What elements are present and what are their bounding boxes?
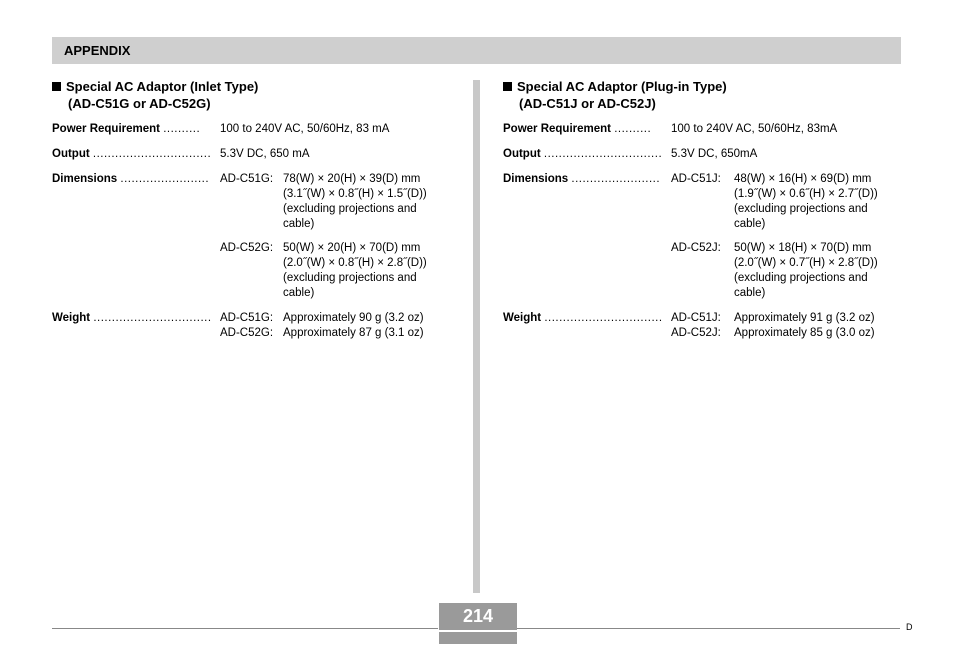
dimension-item: AD-C51J: 48(W) × 16(H) × 69(D) mm (1.9˝(W) × 0.6˝(H) × 2.7˝(D)) (excluding projections and cable) [671, 173, 878, 230]
left-title-line1: Special AC Adaptor (Inlet Type) [66, 79, 259, 94]
output-label: Output [52, 148, 90, 160]
corner-mark: D [906, 622, 913, 632]
page-number: 214 [462, 606, 494, 626]
header-bar [52, 37, 901, 64]
left-title-line2: (AD-C51G or AD-C52G) [68, 96, 211, 111]
page-number-box [439, 603, 517, 644]
square-bullet-icon [52, 82, 61, 91]
weight-label: Weight [503, 312, 542, 324]
column-divider [473, 80, 480, 593]
weight-item: AD-C51G: Approximately 90 g (3.2 oz) [220, 312, 424, 324]
power-label: Power Requirement [52, 123, 160, 135]
header-title: APPENDIX [64, 43, 131, 58]
left-power-spec: Power Requirement .......... 100 to 240V AC, 50/60Hz, 83 mA [52, 122, 452, 137]
output-value: 5.3V DC, 650 mA [220, 148, 310, 160]
left-column [52, 78, 452, 351]
weight-item: AD-C51J: Approximately 91 g (3.2 oz) [671, 312, 875, 324]
power-label: Power Requirement [503, 123, 611, 135]
weight-item: AD-C52G: Approximately 87 g (3.1 oz) [220, 327, 424, 339]
right-weight-spec: Weight ................................ AD-C51J: Approximately 91 g (3.2 oz) AD-C52J: Approximately 85 g (3.0 oz) [503, 311, 903, 341]
power-value: 100 to 240V AC, 50/60Hz, 83 mA [220, 123, 390, 135]
output-value: 5.3V DC, 650mA [671, 148, 758, 160]
power-value: 100 to 240V AC, 50/60Hz, 83mA [671, 123, 838, 135]
right-title-line2: (AD-C51J or AD-C52J) [519, 96, 656, 111]
dimension-item: AD-C51G: 78(W) × 20(H) × 39(D) mm (3.1˝(W) × 0.8˝(H) × 1.5˝(D)) (excluding projections and cable) [220, 173, 427, 230]
left-output-spec: Output ................................ 5.3V DC, 650 mA [52, 147, 452, 162]
dimension-item: AD-C52J: 50(W) × 18(H) × 70(D) mm (2.0˝(W) × 0.7˝(H) × 2.8˝(D)) (excluding projections and cable) [671, 242, 878, 299]
square-bullet-icon [503, 82, 512, 91]
left-section-title [52, 78, 452, 112]
dimension-item: AD-C52G: 50(W) × 20(H) × 70(D) mm (2.0˝(W) × 0.8˝(H) × 2.8˝(D)) (excluding projections and cable) [220, 242, 427, 299]
dimensions-label: Dimensions [52, 173, 118, 185]
footer-rule-right [517, 628, 900, 629]
right-dimensions-spec: Dimensions ........................ AD-C51J: 48(W) × 16(H) × 69(D) mm (1.9˝(W) × 0.6˝(H) × 2.7˝(D)) (excluding projections and cable) AD-C52J: 50(W) × 18(H) × 70(D) mm (2.0˝(W) × 0.7˝(H) × 2.8˝(D)) (excluding projections and cable) [503, 172, 903, 301]
right-title-line1: Special AC Adaptor (Plug-in Type) [517, 79, 727, 94]
right-power-spec: Power Requirement .......... 100 to 240V AC, 50/60Hz, 83mA [503, 122, 903, 137]
left-weight-spec: Weight ................................ AD-C51G: Approximately 90 g (3.2 oz) AD-C52G: Approximately 87 g (3.1 oz) [52, 311, 452, 341]
right-section-title [503, 78, 903, 112]
weight-label: Weight [52, 312, 91, 324]
footer-rule-left [52, 628, 438, 629]
output-label: Output [503, 148, 541, 160]
right-column [503, 78, 903, 351]
right-output-spec: Output ................................ 5.3V DC, 650mA [503, 147, 903, 162]
left-dimensions-spec: Dimensions ........................ AD-C51G: 78(W) × 20(H) × 39(D) mm (3.1˝(W) × 0.8˝(H) × 1.5˝(D)) (excluding projections and cable) AD-C52G: 50(W) × 20(H) × 70(D) mm (2.0˝(W) × 0.8˝(H) × 2.8˝(D)) (excluding projections and cable) [52, 172, 452, 301]
dimensions-label: Dimensions [503, 173, 569, 185]
weight-item: AD-C52J: Approximately 85 g (3.0 oz) [671, 327, 875, 339]
